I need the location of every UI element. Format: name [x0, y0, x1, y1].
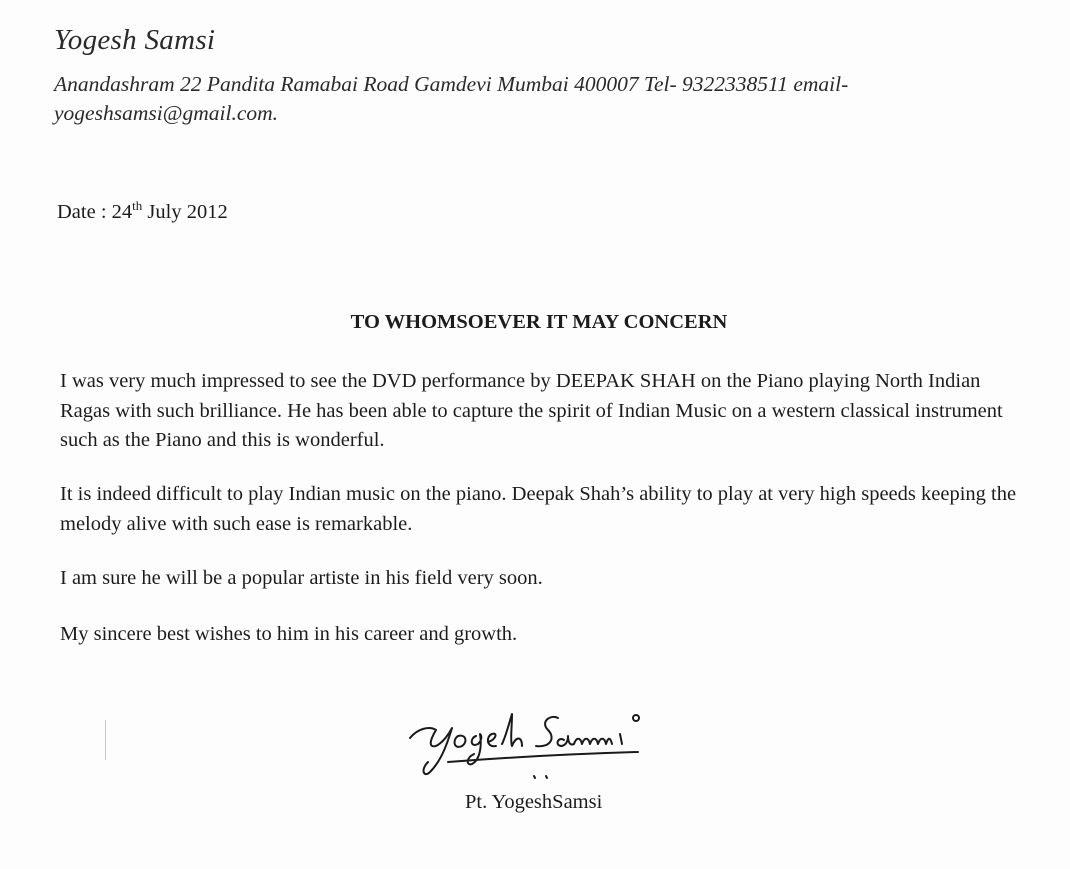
- date-day: 24: [111, 201, 133, 223]
- date-day-suffix: th: [132, 198, 143, 213]
- handwritten-signature: [400, 700, 680, 790]
- body-paragraph: My sincere best wishes to him in his career and growth.: [60, 623, 518, 645]
- body-paragraph: I am sure he will be a popular artiste in his field very soon.: [60, 567, 543, 589]
- date-label: Date :: [57, 201, 112, 223]
- letter-date: [57, 198, 228, 224]
- letter-subject: TO WHOMSOEVER IT MAY CONCERN: [350, 311, 728, 333]
- letterhead-name: Yogesh Samsi: [54, 24, 216, 56]
- scan-artifact: [105, 720, 106, 760]
- letterhead-address: Anandashram 22 Pandita Ramabai Road Gamdevi Mumbai 400007 Tel- 9322338511 email-yogeshsamsi@gmail.com.: [54, 72, 849, 125]
- body-paragraph: I was very much impressed to see the DVD performance by DEEPAK SHAH on the Piano playing North Indian Ragas with such brilliance. He has been able to capture the spirit of Indian Music on a western classical instrument such as the Piano and this is wonderful.: [60, 370, 1003, 451]
- body-paragraph: It is indeed difficult to play Indian music on the piano. Deepak Shah’s ability to play at very high speeds keeping the melody alive with such ease is remarkable.: [60, 483, 1017, 535]
- date-month-year: July 2012: [142, 201, 228, 223]
- signer-name: Pt. YogeshSamsi: [465, 791, 603, 813]
